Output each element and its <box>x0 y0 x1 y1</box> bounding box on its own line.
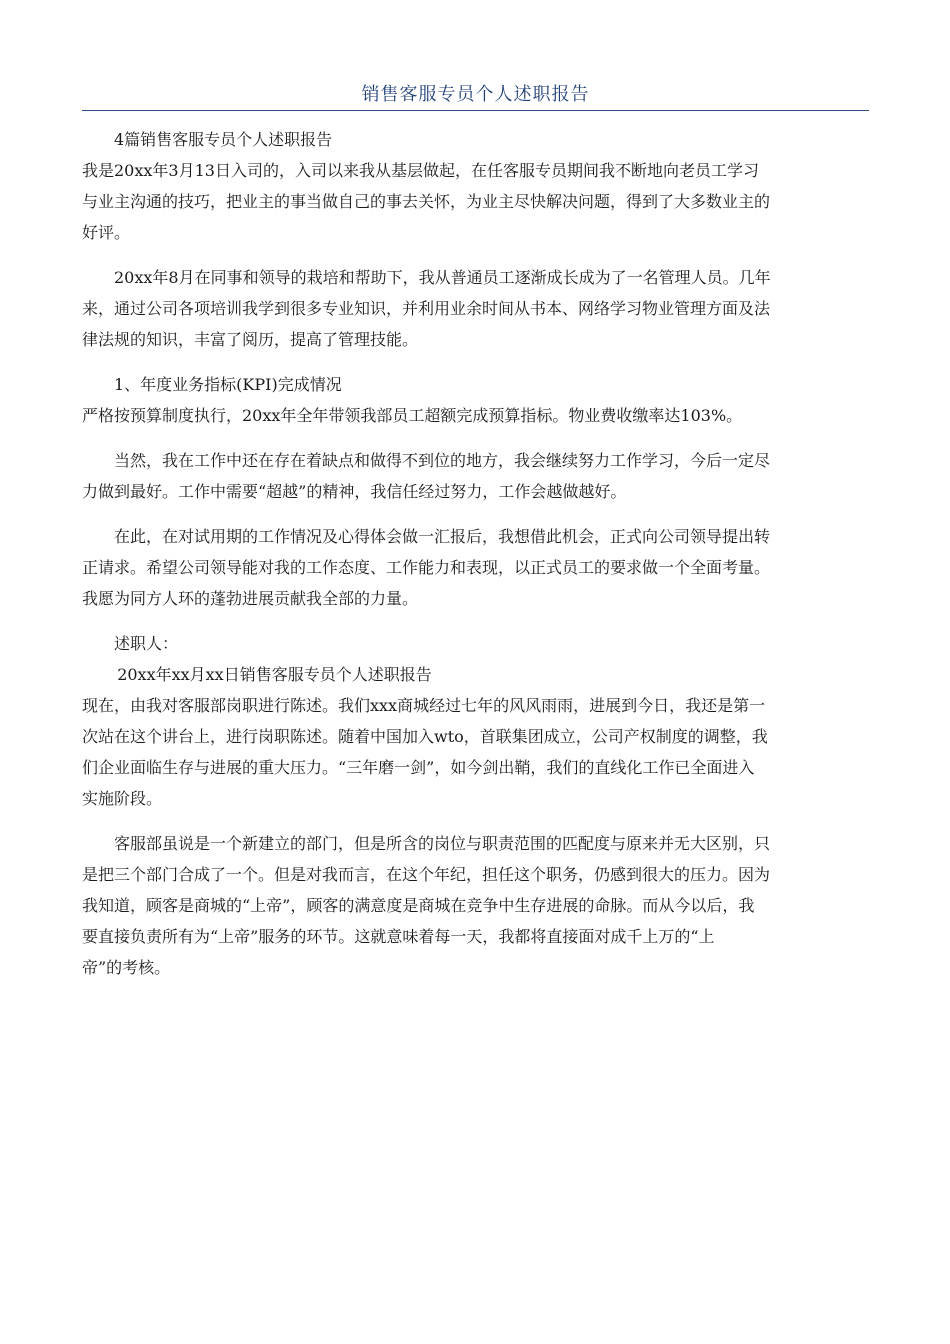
statement-paragraph <box>82 690 872 814</box>
paragraph-line: 是把三个部门合成了一个。但是对我而言，在这个年纪，担任这个职务，仍感到很大的压力。因为 <box>82 865 771 884</box>
document-header <box>82 80 869 111</box>
paragraph-line: 4篇销售客服专员个人述职报告 <box>114 130 333 149</box>
paragraph-line: 在此，在对试用期的工作情况及心得体会做一汇报后，我想借此机会，正式向公司领导提出转 <box>114 527 771 546</box>
kpi-heading <box>82 369 872 400</box>
second-report-heading <box>82 659 872 690</box>
paragraph-line: 当然，我在工作中还在存在着缺点和做得不到位的地方，我会继续努力工作学习，今后一定尽 <box>114 451 771 470</box>
paragraph-line: 我知道，顾客是商城的“上帝”，顾客的满意度是商城在竞争中生存进展的命脉。而从今以后，我 <box>82 896 755 915</box>
reporter-label <box>82 628 872 659</box>
paragraph-line: 客服部虽说是一个新建立的部门，但是所含的岗位与职责范围的匹配度与原来并无大区别，只 <box>114 834 771 853</box>
paragraph-line: 来，通过公司各项培训我学到很多专业知识，并利用业余时间从书本、网络学习物业管理方面及法 <box>82 299 771 318</box>
paragraph-line: 20xx年8月在同事和领导的栽培和帮助下，我从普通员工逐渐成长成为了一名管理人员。几年 <box>114 268 771 287</box>
paragraph-line: 述职人： <box>114 634 179 653</box>
intro-paragraph <box>82 155 872 248</box>
paragraph-line: 要直接负责所有为“上帝”服务的环节。这就意味着每一天，我都将直接面对成千上万的“上 <box>82 927 715 946</box>
paragraph-line: 律法规的知识，丰富了阅历，提高了管理技能。 <box>82 330 419 349</box>
subtitle-paragraph <box>82 124 872 155</box>
paragraph-line: 1、年度业务指标(KPI)完成情况 <box>114 375 342 394</box>
improvement-paragraph <box>82 445 872 507</box>
paragraph-line: 帝”的考核。 <box>82 958 171 977</box>
growth-paragraph <box>82 262 872 355</box>
paragraph-line: 我是20xx年3月13日入司的，入司以来我从基层做起，在任客服专员期间我不断地向老员工学习 <box>82 161 759 180</box>
paragraph-line: 现在，由我对客服部岗职进行陈述。我们xxx商城经过七年的风风雨雨，进展到今日，我还是第一 <box>82 696 766 715</box>
document-body <box>82 124 872 983</box>
kpi-paragraph <box>82 400 872 431</box>
request-paragraph <box>82 521 872 614</box>
document-title: 销售客服专员个人述职报告 <box>361 84 590 105</box>
department-paragraph <box>82 828 872 983</box>
paragraph-line: 力做到最好。工作中需要“超越”的精神，我信任经过努力，工作会越做越好。 <box>82 482 627 501</box>
paragraph-line: 与业主沟通的技巧，把业主的事当做自己的事去关怀，为业主尽快解决问题，得到了大多数业主的 <box>82 192 771 211</box>
paragraph-line: 实施阶段。 <box>82 789 163 808</box>
paragraph-line: 正请求。希望公司领导能对我的工作态度、工作能力和表现，以正式员工的要求做一个全面考量。 <box>82 558 771 577</box>
paragraph-line: 们企业面临生存与进展的重大压力。“三年磨一剑”，如今剑出鞘，我们的直线化工作已全面进入 <box>82 758 755 777</box>
paragraph-line: 20xx年xx月xx日销售客服专员个人述职报告 <box>117 665 432 684</box>
paragraph-line: 我愿为同方人环的蓬勃进展贡献我全部的力量。 <box>82 589 419 608</box>
paragraph-line: 好评。 <box>82 223 131 242</box>
paragraph-line: 严格按预算制度执行，20xx年全年带领我部员工超额完成预算指标。物业费收缴率达103%。 <box>82 406 743 425</box>
paragraph-line: 次站在这个讲台上，进行岗职陈述。随着中国加入wto，首联集团成立，公司产权制度的调整，我 <box>82 727 768 746</box>
